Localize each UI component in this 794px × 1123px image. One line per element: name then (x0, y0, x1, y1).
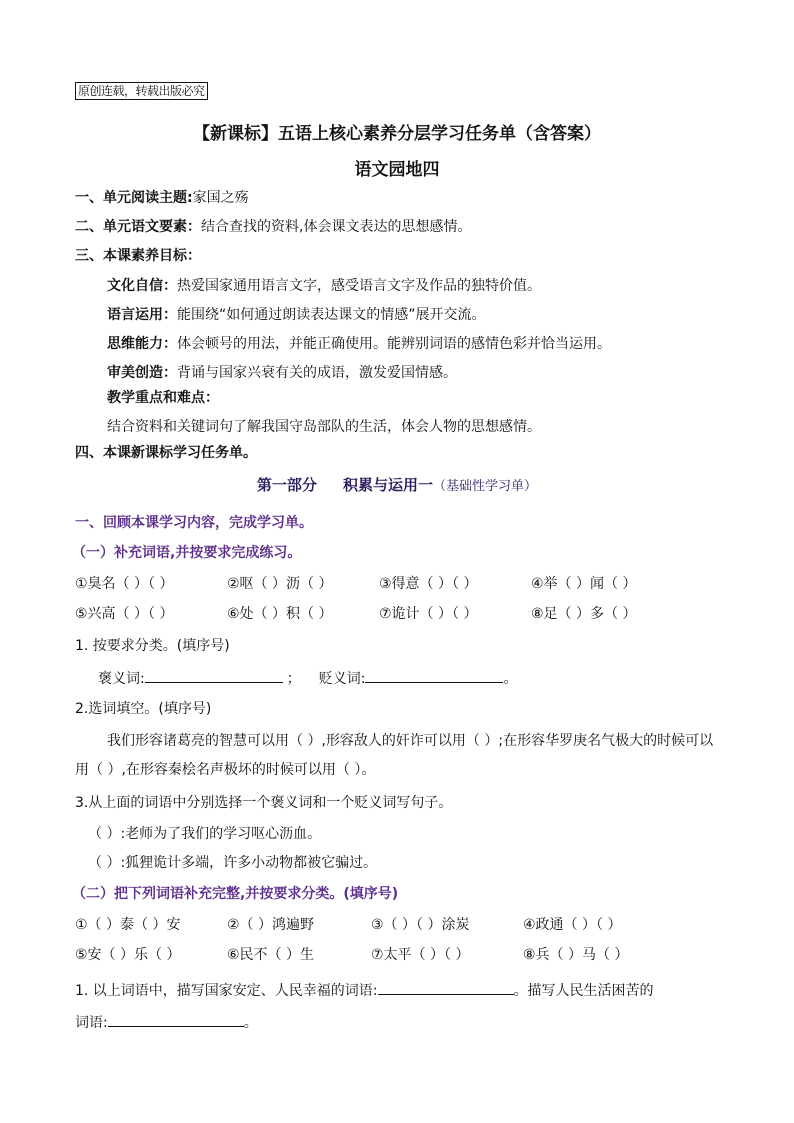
goal-text: 能围绕“如何通过朗读表达课文的情感”展开交流。 (177, 307, 486, 323)
section-1-label: 一、单元阅读主题: (75, 190, 193, 206)
peace-words-blank[interactable] (378, 980, 514, 995)
word-item: ③得意（ ）（ ） (379, 576, 478, 592)
goal-thinking (107, 334, 611, 354)
key-points-label: 教学重点和难点： (107, 390, 219, 406)
exercise-3-sentence-2: （ ）:狐狸诡计多端，许多小动物都被它骗过。 (88, 855, 378, 871)
word-item: ⑦诡计（ ）（ ） (379, 606, 478, 622)
word-item: ②呕（ ）沥（ ） (227, 576, 333, 592)
word-item: ⑥民不（ ）生 (227, 947, 315, 963)
positive-answer-blank[interactable] (145, 668, 283, 683)
end-mark: 。 (503, 671, 518, 687)
part-heading-sub: （基础性学习单） (433, 479, 538, 494)
goal-text: 热爱国家通用语言文字，感受语言文字及作品的独特价值。 (177, 278, 541, 294)
part-heading (0, 475, 794, 497)
question-1: 一、回顾本课学习内容，完成学习单。 (75, 515, 313, 531)
word-item: ①臭名（ ）（ ） (75, 576, 174, 592)
goal-label: 思维能力： (107, 336, 177, 352)
exercise-4-prompt-3: 词语: (75, 1015, 108, 1031)
exercise-3: 3.从上面的词语中分别选择一个褒义词和一个贬义词写句子。 (75, 795, 453, 811)
word-item: ③（ ）（ ）涂炭 (371, 917, 470, 933)
exercise-2: 2.选词填空。(填序号) (75, 701, 212, 717)
section-1-text: 家国之殇 (192, 190, 249, 206)
copyright-stamp: 原创连载，转载出版必究 (75, 82, 208, 100)
word-item: ⑦太平（ ）（ ） (371, 947, 470, 963)
word-item: ⑤兴高（ ）（ ） (75, 606, 174, 622)
section-1 (75, 188, 249, 208)
question-1-b: （二）把下列词语补充完整,并按要求分类。(填序号) (72, 886, 399, 902)
word-item: ⑧兵（ ）马（ ） (523, 947, 629, 963)
document-subtitle: 语文园地四 (354, 160, 440, 180)
separator: ； (286, 671, 301, 687)
word-item: ④举（ ）闻（ ） (531, 576, 637, 592)
exercise-1: 1. 按要求分类。(填序号) (75, 638, 230, 654)
section-4: 四、本课新课标学习任务单。 (75, 445, 257, 461)
exercise-1-answer (98, 668, 517, 689)
key-points-text: 结合资料和关键词句了解我国守岛部队的生活，体会人物的思想感情。 (107, 419, 541, 435)
word-item: ⑧足（ ）多（ ） (531, 606, 637, 622)
word-item: ⑥处（ ）积（ ） (227, 606, 333, 622)
exercise-3-sentence-1: （ ）:老师为了我们的学习呕心沥血。 (88, 826, 322, 842)
word-item: ⑤安（ ）乐（ ） (75, 947, 181, 963)
goal-text: 背诵与国家兴衰有关的成语，激发爱国情感。 (177, 365, 457, 381)
section-3-label: 三、本课素养目标： (75, 248, 201, 264)
goal-culture (107, 276, 541, 296)
exercise-2-text: 我们形容诸葛亮的智慧可以用（ ）,形容敌人的奸诈可以用（ ）;在形容华罗庚名气极大的时候可以用（ ）,在形容秦桧名声极坏的时候可以用（ ）。 (75, 733, 714, 778)
question-1-a: （一）补充词语,并按要求完成练习。 (72, 545, 302, 561)
exercise-4-prompt: 1. 以上词语中，描写国家安定、人民幸福的词语: (75, 983, 378, 999)
exercise-4-prompt-2: 。描写人民生活困苦的 (513, 983, 654, 999)
goal-text: 体会顿号的用法，并能正确使用。能辨别词语的感情色彩并恰当运用。 (177, 336, 611, 352)
word-item: ①（ ）泰（ ）安 (75, 917, 181, 933)
end-mark: 。 (243, 1015, 258, 1031)
document-title: 【新课标】五语上核心素养分层学习任务单（含答案） (193, 124, 601, 144)
goal-language (107, 305, 486, 325)
goal-label: 审美创造： (107, 365, 177, 381)
negative-label: 贬义词: (318, 671, 366, 687)
hardship-words-blank[interactable] (108, 1012, 244, 1027)
negative-answer-blank[interactable] (365, 668, 503, 683)
exercise-4-line-2 (75, 1012, 258, 1033)
part-heading-main: 第一部分 积累与运用一 (256, 476, 434, 494)
word-item: ④政通（ ）（ ） (523, 917, 622, 933)
exercise-4 (75, 980, 654, 1001)
section-2-text: 结合查找的资料,体会课文表达的思想感情。 (201, 219, 472, 235)
positive-label: 褒义词: (98, 671, 145, 687)
goal-label: 文化自信： (107, 278, 177, 294)
section-2-label: 二、单元语文要素： (75, 219, 201, 235)
goal-label: 语言运用： (107, 307, 177, 323)
word-item: ②（ ）鸿遍野 (227, 917, 315, 933)
section-2 (75, 217, 471, 237)
goal-aesthetic (107, 363, 457, 383)
